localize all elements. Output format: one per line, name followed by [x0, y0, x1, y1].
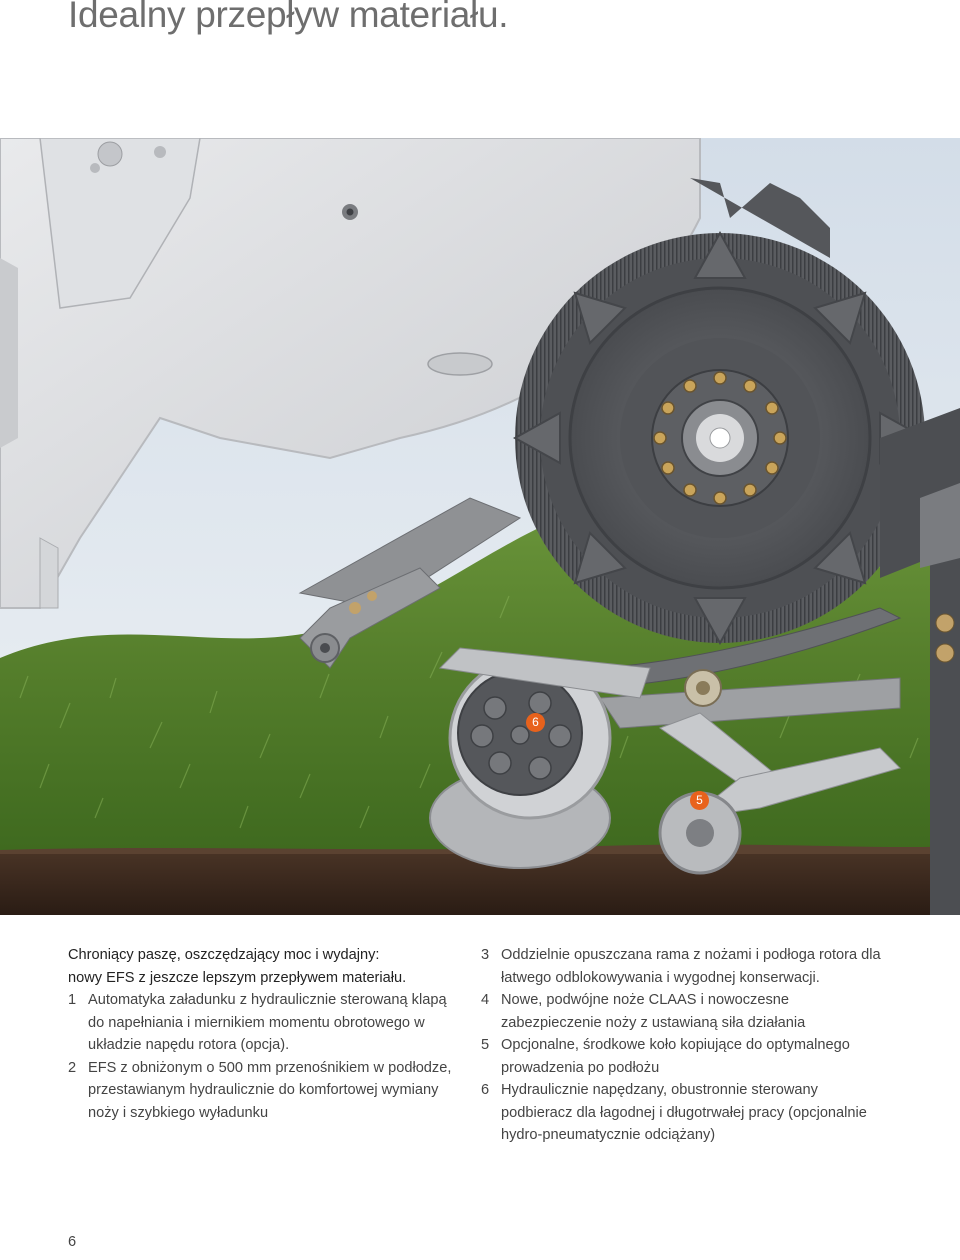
feature-number: 4 [481, 992, 490, 1008]
right-text-column [481, 944, 881, 1147]
machine-illustration [0, 138, 960, 915]
page-title: Idealny przepływ materiału. [68, 0, 509, 35]
feature-item [68, 1057, 463, 1125]
page-number: 6 [68, 1234, 77, 1250]
feature-item [68, 989, 463, 1057]
feature-text: Automatyka załadunku z hydraulicznie sterowaną klapą do napełniania i miernikiem momentu obrotowego w układzie napędu rotora (opcja). [88, 992, 447, 1053]
feature-item [481, 1034, 881, 1079]
feature-item [481, 1079, 881, 1147]
feature-number: 5 [481, 1037, 490, 1053]
intro-line-2: nowy EFS z jeszcze lepszym przepływem materiału. [68, 969, 407, 986]
callout-marker-5: 5 [690, 791, 709, 810]
feature-number: 6 [481, 1082, 490, 1098]
left-text-column [68, 944, 463, 1124]
feature-number: 2 [68, 1059, 77, 1076]
feature-item [481, 944, 881, 989]
intro-line-1: Chroniący paszę, oszczędzający moc i wydajny: [68, 947, 380, 963]
feature-text: Hydraulicznie napędzany, obustronnie sterowany podbieracz dla łagodnej i długotrwałej pracy (opcjonalnie hydro-pneumatycznie odciążany) [501, 1082, 867, 1143]
feature-number: 1 [68, 992, 77, 1008]
feature-text: Opcjonalne, środkowe koło kopiujące do optymalnego prowadzenia po podłożu [501, 1037, 850, 1076]
feature-text: Nowe, podwójne noże CLAAS i nowoczesne zabezpieczenie noży z ustawianą siła działania [501, 992, 806, 1031]
feature-number: 3 [481, 947, 490, 963]
callout-marker-6: 6 [526, 713, 545, 732]
feature-item [481, 989, 881, 1034]
feature-text: EFS z obniżonym o 500 mm przenośnikiem w podłodze, przestawianym hydraulicznie do komfortowej wymiany noży i szybkiego wyładunku [88, 1059, 452, 1121]
feature-text: Oddzielnie opuszczana rama z nożami i podłoga rotora dla łatwego odblokowywania i wygodnej konserwacji. [501, 947, 881, 986]
